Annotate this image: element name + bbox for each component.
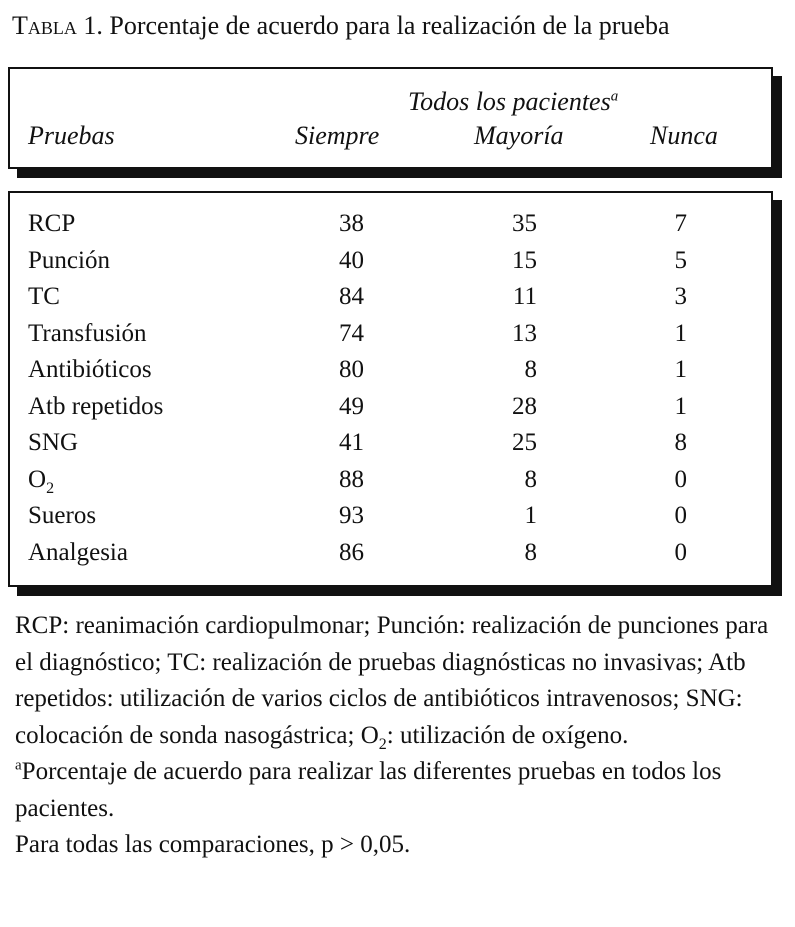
table-row xyxy=(10,352,771,389)
table-row xyxy=(10,535,771,572)
table-title xyxy=(12,10,670,42)
cell-mayoria: 28 xyxy=(512,392,537,420)
row-label xyxy=(28,206,75,242)
group-header xyxy=(408,87,618,117)
row-label xyxy=(28,498,96,534)
table-label-initial: T xyxy=(12,11,28,40)
row-label-text: Analgesia xyxy=(28,538,128,566)
cell-mayoria: 1 xyxy=(524,502,537,529)
cell-mayoria: 11 xyxy=(512,283,537,310)
table-header xyxy=(8,67,773,169)
row-label xyxy=(28,425,78,461)
row-label-text: RCP xyxy=(28,210,76,237)
cell-mayoria: 15 xyxy=(512,246,537,274)
cell-mayoria: 13 xyxy=(512,319,537,347)
group-header-footnote-marker: a xyxy=(610,88,619,105)
cell-siempre: 49 xyxy=(339,392,364,420)
row-label xyxy=(28,352,152,388)
row-label-text: Antibióticos xyxy=(28,356,152,383)
cell-nunca: 0 xyxy=(674,502,687,529)
abbreviations-note xyxy=(15,608,785,754)
row-label-text: Sueros xyxy=(28,502,97,529)
group-header-label: Todos los pacientes xyxy=(408,87,611,116)
column-header-siempre: Siempre xyxy=(295,121,380,150)
cell-nunca: 7 xyxy=(674,210,687,237)
column-header-mayoria: Mayoría xyxy=(474,121,564,150)
footnote-text: Porcentaje de acuerdo para realizar las diferentes pruebas en todos los pacientes. xyxy=(15,758,722,822)
cell-nunca: 3 xyxy=(674,283,687,310)
abbreviations-text: RCP: reanimación cardiopulmonar; Punción: realización de punciones para el diagnóstico; TC: realización de pruebas diagnósticas no invasivas; Atb repetidos: utilización de varios ciclos de antibióticos intravenosos; SNG: colocación de sonda nasogástrica; O xyxy=(15,612,769,749)
row-label xyxy=(28,535,128,571)
column-header-nunca: Nunca xyxy=(650,121,718,150)
cell-nunca: 5 xyxy=(674,246,687,274)
table-body xyxy=(8,191,773,587)
cell-nunca: 0 xyxy=(674,538,687,566)
cell-mayoria: 8 xyxy=(524,465,537,493)
row-label xyxy=(28,462,54,498)
footnote-marker: a xyxy=(15,757,22,774)
row-label-text: O xyxy=(28,465,47,493)
row-label xyxy=(28,243,110,279)
cell-mayoria: 8 xyxy=(524,356,537,383)
table-row xyxy=(10,389,771,426)
row-label-text: Punción xyxy=(28,246,110,274)
abbreviations-text-end: : utilización de oxígeno. xyxy=(386,721,629,749)
cell-siempre: 86 xyxy=(339,538,364,566)
table-row xyxy=(10,498,771,535)
table-label-rest: abla xyxy=(27,11,77,40)
table-row xyxy=(10,462,771,499)
row-label-subscript: 2 xyxy=(46,479,55,497)
row-label-text: TC xyxy=(28,283,60,310)
table-caption: 1. Porcentaje de acuerdo para la realización de la prueba xyxy=(76,11,670,40)
cell-siempre: 80 xyxy=(339,356,364,383)
table-label xyxy=(12,11,77,40)
cell-mayoria: 25 xyxy=(512,429,537,456)
row-label-text: Transfusión xyxy=(28,319,147,347)
row-label-text: SNG xyxy=(28,429,79,456)
row-label-text: Atb repetidos xyxy=(28,392,164,420)
row-label xyxy=(28,389,163,425)
cell-siempre: 40 xyxy=(339,246,364,274)
comparison-note: Para todas las comparaciones, p > 0,05. xyxy=(15,831,411,858)
table-row xyxy=(10,316,771,353)
cell-siempre: 88 xyxy=(339,465,364,493)
table-row xyxy=(10,279,771,316)
table-rows xyxy=(10,206,771,571)
table-row xyxy=(10,425,771,462)
cell-nunca: 1 xyxy=(674,319,687,347)
cell-mayoria: 8 xyxy=(524,538,537,566)
footnote-a xyxy=(15,754,785,827)
row-label xyxy=(28,279,60,315)
cell-mayoria: 35 xyxy=(512,210,537,237)
cell-siempre: 38 xyxy=(339,210,364,237)
table-row xyxy=(10,243,771,280)
abbreviations-subscript: 2 xyxy=(378,735,387,753)
row-label xyxy=(28,316,147,352)
column-header-pruebas: Pruebas xyxy=(28,121,115,150)
cell-nunca: 1 xyxy=(674,392,687,420)
cell-nunca: 0 xyxy=(674,465,687,493)
table-row xyxy=(10,206,771,243)
cell-siempre: 84 xyxy=(339,283,364,310)
cell-siempre: 74 xyxy=(339,319,364,347)
cell-siempre: 41 xyxy=(339,429,364,456)
table-notes xyxy=(15,608,785,864)
cell-nunca: 1 xyxy=(674,356,687,383)
cell-siempre: 93 xyxy=(339,502,364,529)
cell-nunca: 8 xyxy=(674,429,687,456)
